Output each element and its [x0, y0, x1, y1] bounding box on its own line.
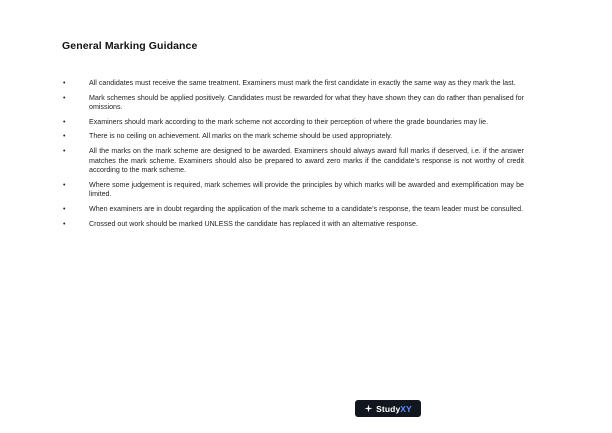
list-item	[62, 220, 524, 230]
bullet-icon: •	[63, 181, 66, 189]
marking-guidance-list	[62, 79, 524, 234]
list-item-text: Where some judgement is required, mark schemes will provide the principles by which marks will be awarded and exemplification may be limited.	[89, 180, 524, 199]
list-item-text: All candidates must receive the same treatment. Examiners must mark the first candidate in exactly the same way as they mark the last.	[89, 79, 516, 87]
list-item	[62, 94, 524, 113]
page-title: General Marking Guidance	[62, 40, 198, 52]
list-item	[62, 181, 524, 200]
list-item-text: Crossed out work should be marked UNLESS the candidate has replaced it with an alternative response.	[89, 219, 418, 228]
studyxy-logo[interactable]	[355, 400, 421, 417]
list-item	[62, 147, 524, 176]
sparkle-plus-icon	[364, 404, 373, 413]
list-item	[62, 79, 524, 89]
bullet-icon: •	[63, 205, 66, 213]
list-item-text: When examiners are in doubt regarding the application of the mark scheme to a candidate’s response, the team leader must be consulted.	[89, 204, 524, 213]
brand-name-main: Study	[376, 403, 401, 414]
list-item	[62, 118, 524, 128]
list-item-text: There is no ceiling on achievement. All marks on the mark scheme should be used appropriately.	[89, 132, 393, 141]
bullet-icon: •	[63, 118, 66, 126]
bullet-icon: •	[63, 133, 66, 141]
bullet-icon: •	[63, 220, 66, 228]
brand-name	[376, 404, 412, 414]
list-item-text: Examiners should mark according to the mark scheme not according to their perception of where the grade boundaries may lie.	[89, 117, 489, 126]
list-item	[62, 205, 524, 215]
bullet-icon: •	[63, 80, 66, 87]
bullet-icon: •	[63, 94, 66, 102]
list-item	[62, 132, 524, 142]
list-item-text: Mark schemes should be applied positively. Candidates must be rewarded for what they have shown they can do rather than penalised for omissions.	[89, 93, 524, 112]
list-item-text: All the marks on the mark scheme are designed to be awarded. Examiners should always award full marks if deserved, i.e. if the answer matches the mark scheme. Examiners should also be prepared to award zero marks if the candidate’s response is not worthy of credit according to the mark scheme.	[89, 146, 524, 175]
brand-name-accent: XY	[400, 403, 412, 414]
bullet-icon: •	[63, 147, 66, 155]
